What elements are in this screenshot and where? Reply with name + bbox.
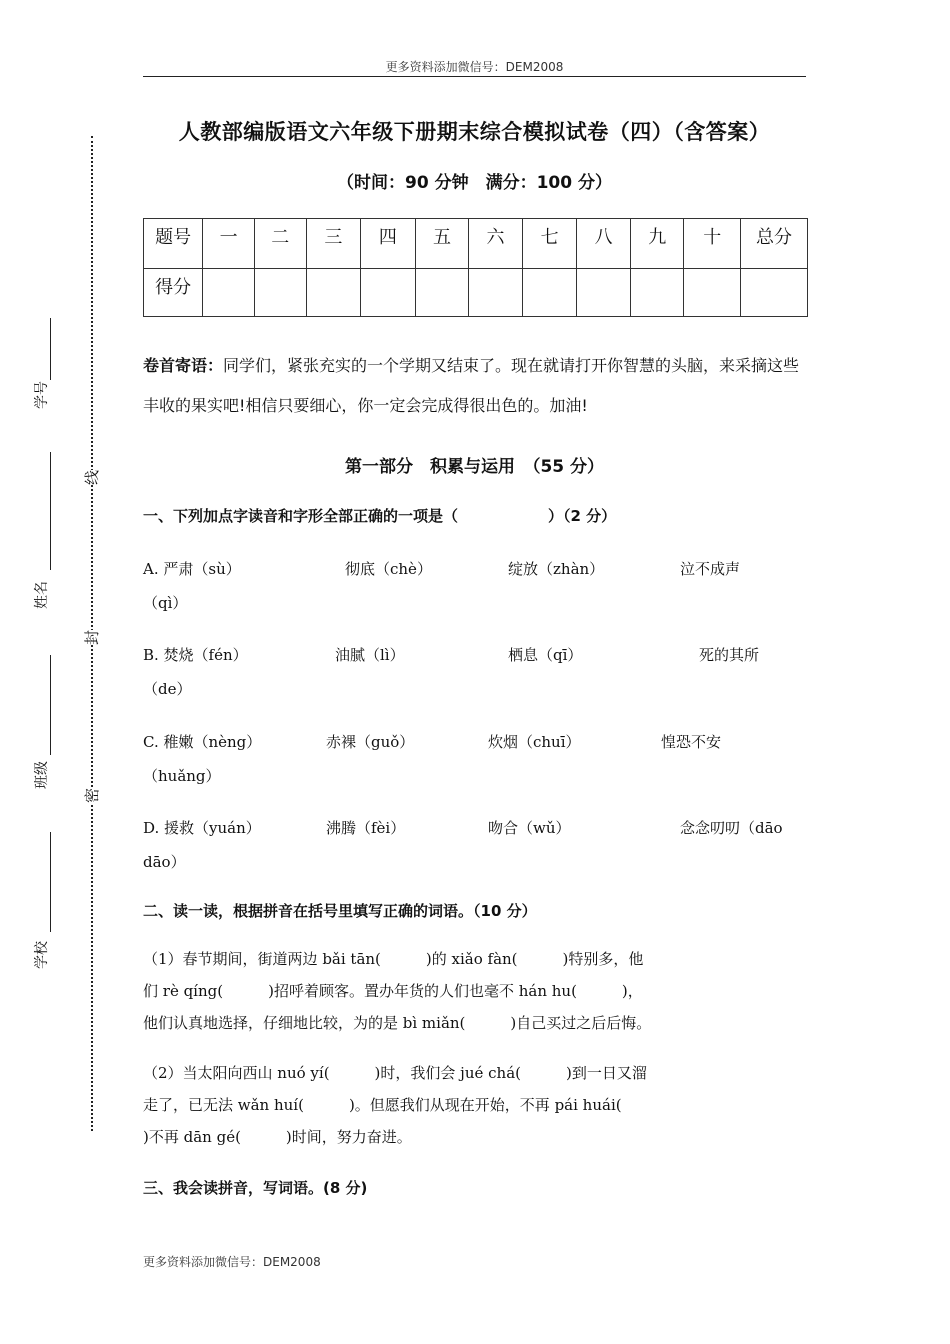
table-cell: 十	[684, 219, 740, 269]
option-text: A. 严肃（sù）	[143, 560, 241, 578]
paragraph-line: 他们认真地选择，仔细地比较，为的是 bì miǎn( )自己买过之后后悔。	[143, 1014, 652, 1032]
part-heading: 第一部分 积累与运用 （55 分）	[344, 457, 605, 477]
name-label: 姓名	[34, 581, 50, 609]
option-text: 绽放（zhàn）	[508, 560, 605, 578]
option-text: 死的其所	[699, 646, 760, 664]
footer-note: 更多资料添加微信号：DEM2008	[143, 1255, 321, 1269]
score-input-cell[interactable]	[361, 269, 416, 317]
intro-text: 同学们，紧张充实的一个学期又结束了。现在就请打开你智慧的头脑，来采摘这些丰收的果实吧!相信只要细心，你一定会完成得很出色的。加油!	[143, 356, 800, 415]
table-cell: 八	[577, 219, 631, 269]
header-note: 更多资料添加微信号：DEM2008	[385, 60, 564, 74]
table-cell: 得分	[144, 269, 203, 317]
seal-mark-seal: 封	[79, 630, 104, 645]
school-line	[50, 832, 51, 932]
name-line	[50, 452, 51, 570]
option-d[interactable]	[143, 811, 808, 881]
score-input-cell[interactable]	[254, 269, 306, 317]
option-text: 泣不成声	[680, 560, 741, 578]
table-cell: 二	[254, 219, 306, 269]
option-text: 彻底（chè）	[345, 560, 432, 578]
intro-paragraph	[143, 346, 808, 426]
score-input-cell[interactable]	[740, 269, 807, 317]
option-text: 吻合（wǔ）	[488, 819, 571, 837]
option-a[interactable]	[143, 552, 808, 622]
option-text: 油腻（lì）	[335, 646, 405, 664]
option-text: 沸腾（fèi）	[326, 819, 406, 837]
option-text: 栖息（qī）	[508, 646, 583, 664]
score-input-cell[interactable]	[203, 269, 255, 317]
class-label: 班级	[34, 761, 50, 789]
school-label: 学校	[34, 941, 50, 969]
score-table-header-row	[144, 219, 808, 269]
question-2-paragraph-2	[143, 1057, 808, 1153]
score-input-cell[interactable]	[522, 269, 577, 317]
option-c[interactable]	[143, 725, 808, 795]
score-table-score-row	[144, 269, 808, 317]
paragraph-line: 走了，已无法 wǎn huí( )。但愿我们从现在开始，不再 pái huái(	[143, 1096, 622, 1114]
paragraph-line: )不再 dān gé( )时间，努力奋进。	[143, 1128, 412, 1146]
intro-label: 卷首寄语：	[143, 356, 224, 375]
student-id-label: 学号	[34, 381, 50, 409]
option-b[interactable]	[143, 638, 808, 708]
option-text: 惶恐不安	[661, 733, 722, 751]
score-input-cell[interactable]	[577, 269, 631, 317]
table-cell: 四	[361, 219, 416, 269]
paragraph-line: （1）春节期间，街道两边 bǎi tān( )的 xiǎo fàn( )特别多，他	[143, 950, 644, 968]
option-text: 念念叨叨（dāo	[680, 819, 783, 837]
table-cell: 三	[306, 219, 361, 269]
table-cell: 五	[415, 219, 469, 269]
table-cell: 一	[203, 219, 255, 269]
score-input-cell[interactable]	[684, 269, 740, 317]
table-cell: 总分	[740, 219, 807, 269]
table-cell: 六	[469, 219, 523, 269]
exam-time-score: （时间：90 分钟 满分：100 分）	[337, 173, 612, 193]
question-3-stem: 三、我会读拼音，写词语。(8 分)	[143, 1179, 368, 1197]
paragraph-line: 们 rè qíng( )招呼着顾客。置办年货的人们也毫不 hán hu( )，	[143, 982, 643, 1000]
table-cell: 七	[522, 219, 577, 269]
question-1-stem: 一、下列加点字读音和字形全部正确的一项是（ ）（2 分）	[143, 507, 617, 525]
option-text: 赤裸（guǒ）	[326, 733, 415, 751]
option-text: D. 援救（yuán）	[143, 819, 261, 837]
table-cell: 题号	[144, 219, 203, 269]
student-id-line	[50, 318, 51, 380]
option-text: （qì）	[143, 594, 188, 612]
table-cell: 九	[630, 219, 684, 269]
seal-mark-line: 线	[79, 470, 104, 485]
paragraph-line: （2）当太阳向西山 nuó yí( )时，我们会 jué chá( )到一日又溜	[143, 1064, 647, 1082]
header-divider	[143, 76, 806, 77]
option-text: B. 焚烧（fén）	[143, 646, 248, 664]
score-input-cell[interactable]	[469, 269, 523, 317]
score-input-cell[interactable]	[306, 269, 361, 317]
score-input-cell[interactable]	[415, 269, 469, 317]
option-text: （huǎng）	[143, 767, 221, 785]
question-2-paragraph-1	[143, 943, 808, 1039]
score-input-cell[interactable]	[630, 269, 684, 317]
question-2-stem: 二、读一读，根据拼音在括号里填写正确的词语。（10 分）	[143, 902, 537, 920]
option-text: dāo）	[143, 853, 186, 871]
option-text: C. 稚嫩（nèng）	[143, 733, 262, 751]
class-line	[50, 655, 51, 755]
option-text: （de）	[143, 680, 192, 698]
page-title: 人教部编版语文六年级下册期末综合模拟试卷（四）（含答案）	[178, 120, 771, 144]
option-text: 炊烟（chuī）	[488, 733, 581, 751]
seal-mark-secret: 密	[79, 788, 104, 803]
score-table	[143, 218, 808, 317]
